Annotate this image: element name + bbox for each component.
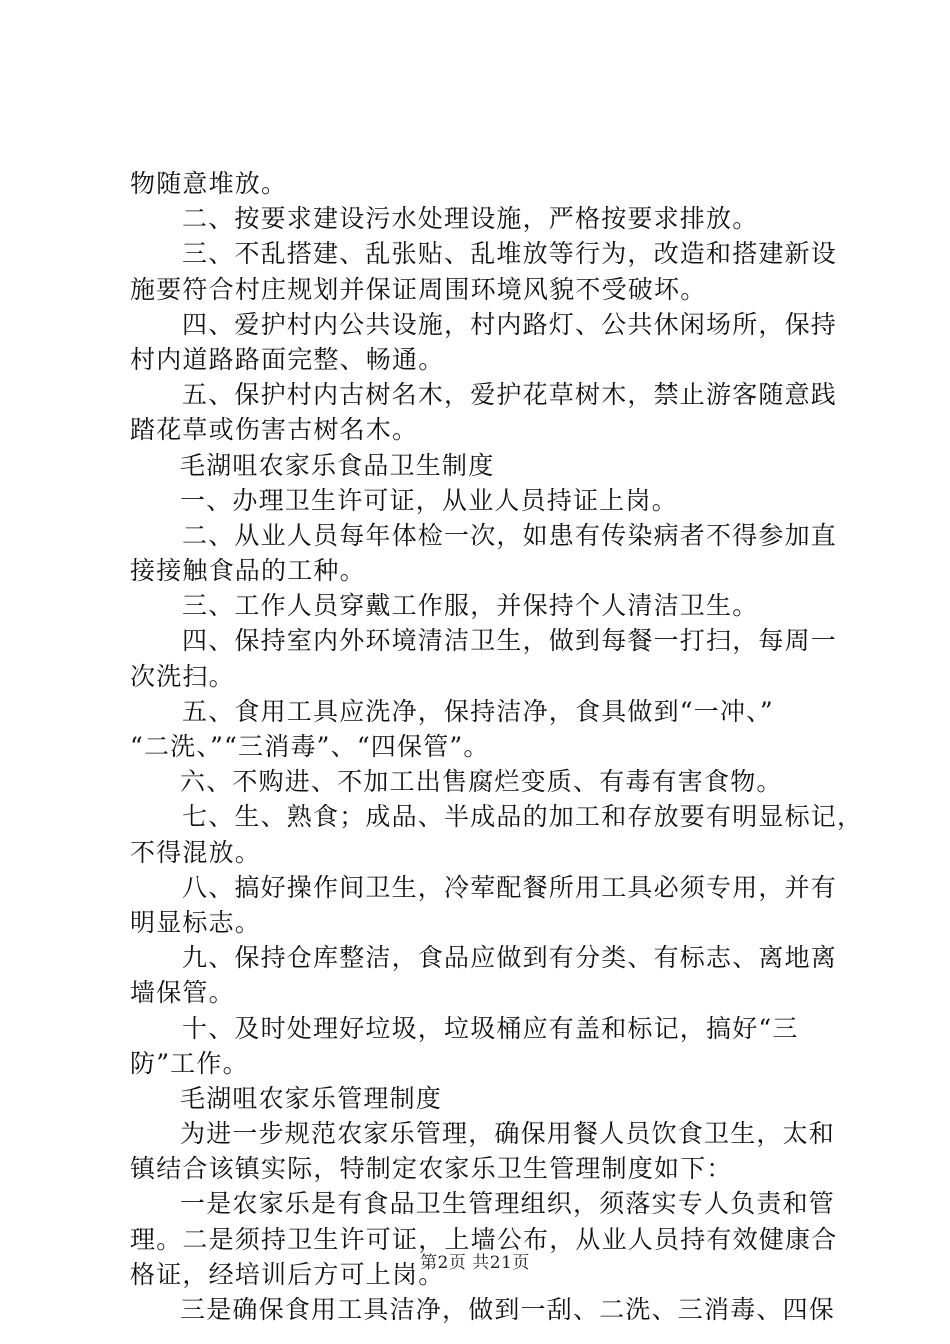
text-line: 一、办理卫生许可证，从业人员持证上岗。	[180, 485, 678, 515]
document-body	[130, 166, 864, 1327]
text-line: 九、保持仓库整洁，食品应做到有分类、有标志、离地离	[182, 943, 838, 973]
text-line: 接接触食品的工种。	[130, 556, 366, 586]
text-line: 十、及时处理好垃圾，垃圾桶应有盖和标记，搞好“三	[182, 1013, 799, 1043]
text-line: 四、爱护村内公共设施，村内路灯、公共休闲场所，保持	[182, 309, 838, 339]
text-line: 六、不购进、不加工出售腐烂变质、有毒有害食物。	[180, 767, 783, 797]
text-line: 镇结合该镇实际，特制定农家乐卫生管理制度如下：	[130, 1154, 733, 1184]
text-line: 五、食用工具应洗净，保持洁净，食具做到“一冲、”	[182, 696, 774, 726]
text-line: 踏花草或伤害古树名木。	[130, 415, 419, 445]
text-line: 二、从业人员每年体检一次，如患有传染病者不得参加直	[182, 520, 838, 550]
text-line: 墙保管。	[130, 978, 235, 1008]
page-number-footer: 第2页 共21页	[420, 1253, 530, 1273]
text-line: 四、保持室内外环境清洁卫生，做到每餐一打扫，每周一	[182, 626, 838, 656]
text-line: 理。二是须持卫生许可证，上墙公布，从业人员持有效健康合	[130, 1224, 838, 1254]
text-line: 八、搞好操作间卫生，冷荤配餐所用工具必须专用，并有	[182, 872, 838, 902]
section-heading: 毛湖咀农家乐食品卫生制度	[180, 450, 495, 480]
text-line: 施要符合村庄规划并保证周围环境风貌不受破坏。	[130, 274, 707, 304]
text-line: 二、按要求建设污水处理设施，严格按要求排放。	[182, 204, 759, 234]
text-line: 为进一步规范农家乐管理，确保用餐人员饮食卫生，太和	[180, 1119, 836, 1149]
text-line: 明显标志。	[130, 907, 262, 937]
text-line: 格证，经培训后方可上岗。	[130, 1259, 445, 1289]
text-line: 三、不乱搭建、乱张贴、乱堆放等行为，改造和搭建新设	[182, 239, 838, 269]
text-line: 防”工作。	[130, 1048, 249, 1078]
text-line: 次洗扫。	[130, 661, 235, 691]
section-heading: 毛湖咀农家乐管理制度	[180, 1083, 443, 1113]
text-line: “二洗、”“三消毒”、“四保管”。	[130, 732, 490, 761]
text-line: 村内道路路面完整、畅通。	[130, 344, 445, 374]
text-line: 五、保护村内古树名木，爱护花草树木，禁止游客随意践	[182, 380, 838, 410]
text-line: 三是确保食用工具洁净，做到一刮、二洗、三消毒、四保	[180, 1295, 836, 1324]
text-line: 三、工作人员穿戴工作服，并保持个人清洁卫生。	[182, 591, 759, 621]
text-line: 物随意堆放。	[130, 169, 288, 198]
text-line: 七、生、熟食；成品、半成品的加工和存放要有明显标记，	[182, 802, 864, 832]
text-line: 不得混放。	[130, 837, 262, 867]
text-line: 一是农家乐是有食品卫生管理组织，须落实专人负责和管	[180, 1189, 836, 1219]
